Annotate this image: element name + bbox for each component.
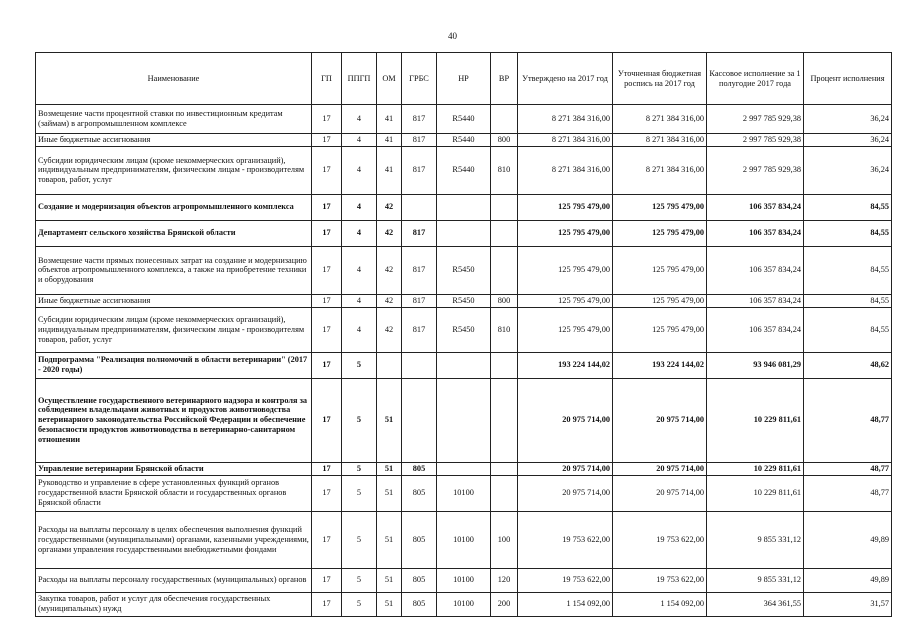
cell-ppgp: 4 xyxy=(342,294,377,307)
cell-gp: 17 xyxy=(312,246,342,294)
cell-name: Расходы на выплаты персоналу государственных (муниципальных) органов xyxy=(36,568,312,592)
cell-percent: 36,24 xyxy=(804,105,892,134)
cell-vr: 100 xyxy=(491,511,518,568)
cell-gp: 17 xyxy=(312,307,342,352)
cell-vr: 120 xyxy=(491,568,518,592)
cell-nr: R5450 xyxy=(437,307,491,352)
cell-nr: R5450 xyxy=(437,294,491,307)
cell-ppgp: 5 xyxy=(342,378,377,462)
table-row xyxy=(36,307,892,352)
cell-approved: 125 795 479,00 xyxy=(518,307,613,352)
cell-cash: 106 357 834,24 xyxy=(707,307,804,352)
cell-om: 41 xyxy=(377,105,402,134)
cell-ppgp: 5 xyxy=(342,475,377,511)
cell-vr xyxy=(491,352,518,378)
cell-om: 42 xyxy=(377,194,402,220)
cell-cash: 106 357 834,24 xyxy=(707,246,804,294)
cell-percent: 48,62 xyxy=(804,352,892,378)
cell-name: Департамент сельского хозяйства Брянской области xyxy=(36,220,312,246)
cell-name: Закупка товаров, работ и услуг для обеспечения государственных (муниципальных) нужд xyxy=(36,592,312,616)
cell-grbs: 817 xyxy=(402,134,437,147)
cell-vr xyxy=(491,194,518,220)
cell-percent: 84,55 xyxy=(804,194,892,220)
cell-ppgp: 4 xyxy=(342,307,377,352)
header-grbs: ГРБС xyxy=(402,53,437,105)
cell-gp: 17 xyxy=(312,462,342,475)
cell-name: Иные бюджетные ассигнования xyxy=(36,134,312,147)
cell-revised: 19 753 622,00 xyxy=(613,511,707,568)
cell-percent: 84,55 xyxy=(804,246,892,294)
header-approved: Утверждено на 2017 год xyxy=(518,53,613,105)
cell-nr: R5440 xyxy=(437,146,491,194)
cell-cash: 10 229 811,61 xyxy=(707,462,804,475)
table-row xyxy=(36,511,892,568)
cell-om: 42 xyxy=(377,307,402,352)
cell-nr: 10100 xyxy=(437,511,491,568)
cell-om: 41 xyxy=(377,134,402,147)
table-row xyxy=(36,568,892,592)
cell-name: Возмещение части прямых понесенных затрат на создание и модернизацию объектов агропромышленного комплекса, а также на приобретение техники и оборудования xyxy=(36,246,312,294)
cell-revised: 19 753 622,00 xyxy=(613,568,707,592)
cell-name: Субсидии юридическим лицам (кроме некоммерческих организаций), индивидуальным предпринимателям, физическим лицам - производителям товаров, работ, услуг xyxy=(36,307,312,352)
cell-nr: R5450 xyxy=(437,246,491,294)
cell-grbs: 817 xyxy=(402,294,437,307)
cell-cash: 10 229 811,61 xyxy=(707,378,804,462)
cell-percent: 49,89 xyxy=(804,511,892,568)
cell-ppgp: 5 xyxy=(342,568,377,592)
table-row xyxy=(36,592,892,616)
cell-vr xyxy=(491,105,518,134)
cell-ppgp: 5 xyxy=(342,511,377,568)
cell-gp: 17 xyxy=(312,220,342,246)
header-row xyxy=(36,53,892,105)
cell-percent: 49,89 xyxy=(804,568,892,592)
cell-revised: 125 795 479,00 xyxy=(613,307,707,352)
cell-name: Создание и модернизация объектов агропромышленного комплекса xyxy=(36,194,312,220)
cell-gp: 17 xyxy=(312,511,342,568)
table-row xyxy=(36,220,892,246)
cell-grbs: 817 xyxy=(402,307,437,352)
header-revised: Уточненная бюджетная роспись на 2017 год xyxy=(613,53,707,105)
cell-ppgp: 5 xyxy=(342,352,377,378)
cell-vr xyxy=(491,220,518,246)
table-row xyxy=(36,352,892,378)
cell-cash: 9 855 331,12 xyxy=(707,511,804,568)
cell-revised: 8 271 384 316,00 xyxy=(613,105,707,134)
cell-nr xyxy=(437,378,491,462)
table-row xyxy=(36,378,892,462)
cell-gp: 17 xyxy=(312,294,342,307)
cell-nr xyxy=(437,220,491,246)
cell-name: Управление ветеринарии Брянской области xyxy=(36,462,312,475)
header-name: Наименование xyxy=(36,53,312,105)
cell-revised: 125 795 479,00 xyxy=(613,246,707,294)
table-row xyxy=(36,194,892,220)
cell-nr xyxy=(437,194,491,220)
cell-approved: 125 795 479,00 xyxy=(518,294,613,307)
cell-revised: 125 795 479,00 xyxy=(613,194,707,220)
cell-name: Руководство и управление в сфере установленных функций органов государственной власти Брянской области и государственных органов Брянской области xyxy=(36,475,312,511)
cell-om: 42 xyxy=(377,220,402,246)
cell-nr: 10100 xyxy=(437,592,491,616)
cell-grbs: 805 xyxy=(402,568,437,592)
cell-vr xyxy=(491,475,518,511)
cell-gp: 17 xyxy=(312,378,342,462)
cell-om: 51 xyxy=(377,511,402,568)
cell-approved: 19 753 622,00 xyxy=(518,568,613,592)
cell-gp: 17 xyxy=(312,352,342,378)
cell-approved: 8 271 384 316,00 xyxy=(518,146,613,194)
cell-grbs xyxy=(402,378,437,462)
cell-approved: 125 795 479,00 xyxy=(518,220,613,246)
cell-grbs: 817 xyxy=(402,105,437,134)
cell-grbs: 817 xyxy=(402,146,437,194)
cell-name: Субсидии юридическим лицам (кроме некоммерческих организаций), индивидуальным предпринимателям, физическим лицам - производителям товаров, работ, услуг xyxy=(36,146,312,194)
cell-cash: 106 357 834,24 xyxy=(707,220,804,246)
cell-om: 51 xyxy=(377,475,402,511)
cell-percent: 36,24 xyxy=(804,146,892,194)
cell-ppgp: 4 xyxy=(342,105,377,134)
cell-grbs: 805 xyxy=(402,475,437,511)
table-row xyxy=(36,246,892,294)
cell-ppgp: 5 xyxy=(342,592,377,616)
table-row xyxy=(36,294,892,307)
table-row xyxy=(36,105,892,134)
cell-cash: 2 997 785 929,38 xyxy=(707,105,804,134)
cell-cash: 106 357 834,24 xyxy=(707,194,804,220)
cell-revised: 125 795 479,00 xyxy=(613,294,707,307)
cell-ppgp: 4 xyxy=(342,134,377,147)
cell-percent: 31,57 xyxy=(804,592,892,616)
cell-grbs: 805 xyxy=(402,511,437,568)
cell-om: 51 xyxy=(377,568,402,592)
table-row xyxy=(36,462,892,475)
cell-cash: 9 855 331,12 xyxy=(707,568,804,592)
cell-approved: 1 154 092,00 xyxy=(518,592,613,616)
cell-grbs: 817 xyxy=(402,246,437,294)
cell-vr xyxy=(491,246,518,294)
cell-nr xyxy=(437,352,491,378)
header-om: ОМ xyxy=(377,53,402,105)
cell-cash: 364 361,55 xyxy=(707,592,804,616)
header-cash: Кассовое исполнение за 1 полугодие 2017 года xyxy=(707,53,804,105)
cell-ppgp: 4 xyxy=(342,146,377,194)
table-row xyxy=(36,475,892,511)
cell-grbs xyxy=(402,352,437,378)
table-row xyxy=(36,146,892,194)
cell-approved: 20 975 714,00 xyxy=(518,475,613,511)
cell-gp: 17 xyxy=(312,134,342,147)
cell-approved: 125 795 479,00 xyxy=(518,194,613,220)
cell-approved: 8 271 384 316,00 xyxy=(518,134,613,147)
cell-name: Подпрограмма "Реализация полномочий в области ветеринарии" (2017 - 2020 годы) xyxy=(36,352,312,378)
cell-om: 41 xyxy=(377,146,402,194)
cell-revised: 20 975 714,00 xyxy=(613,462,707,475)
cell-name: Расходы на выплаты персоналу в целях обеспечения выполнения функций государственными (муниципальными) органами, казенными учреждениями, органами управления государственными внебюджетными фондами xyxy=(36,511,312,568)
cell-gp: 17 xyxy=(312,146,342,194)
cell-revised: 8 271 384 316,00 xyxy=(613,134,707,147)
cell-cash: 2 997 785 929,38 xyxy=(707,134,804,147)
cell-om: 51 xyxy=(377,592,402,616)
cell-grbs: 805 xyxy=(402,462,437,475)
cell-revised: 20 975 714,00 xyxy=(613,475,707,511)
cell-approved: 193 224 144,02 xyxy=(518,352,613,378)
header-percent: Процент исполнения xyxy=(804,53,892,105)
cell-om: 51 xyxy=(377,378,402,462)
cell-vr: 800 xyxy=(491,294,518,307)
cell-vr: 800 xyxy=(491,134,518,147)
cell-grbs: 817 xyxy=(402,220,437,246)
budget-table xyxy=(35,52,892,617)
cell-percent: 48,77 xyxy=(804,462,892,475)
cell-vr xyxy=(491,462,518,475)
cell-cash: 106 357 834,24 xyxy=(707,294,804,307)
header-gp: ГП xyxy=(312,53,342,105)
cell-approved: 8 271 384 316,00 xyxy=(518,105,613,134)
cell-percent: 36,24 xyxy=(804,134,892,147)
cell-om: 42 xyxy=(377,294,402,307)
cell-gp: 17 xyxy=(312,105,342,134)
cell-gp: 17 xyxy=(312,568,342,592)
cell-nr: 10100 xyxy=(437,475,491,511)
cell-gp: 17 xyxy=(312,475,342,511)
cell-revised: 8 271 384 316,00 xyxy=(613,146,707,194)
cell-percent: 48,77 xyxy=(804,378,892,462)
cell-om: 51 xyxy=(377,462,402,475)
cell-revised: 125 795 479,00 xyxy=(613,220,707,246)
cell-name: Иные бюджетные ассигнования xyxy=(36,294,312,307)
cell-om: 42 xyxy=(377,246,402,294)
cell-cash: 10 229 811,61 xyxy=(707,475,804,511)
cell-cash: 93 946 081,29 xyxy=(707,352,804,378)
cell-percent: 48,77 xyxy=(804,475,892,511)
cell-nr: R5440 xyxy=(437,105,491,134)
cell-percent: 84,55 xyxy=(804,307,892,352)
cell-om xyxy=(377,352,402,378)
cell-ppgp: 4 xyxy=(342,220,377,246)
cell-grbs xyxy=(402,194,437,220)
cell-revised: 193 224 144,02 xyxy=(613,352,707,378)
cell-cash: 2 997 785 929,38 xyxy=(707,146,804,194)
cell-ppgp: 5 xyxy=(342,462,377,475)
cell-vr: 200 xyxy=(491,592,518,616)
cell-approved: 20 975 714,00 xyxy=(518,462,613,475)
cell-vr: 810 xyxy=(491,146,518,194)
header-ppgp: ППГП xyxy=(342,53,377,105)
cell-grbs: 805 xyxy=(402,592,437,616)
cell-nr: 10100 xyxy=(437,568,491,592)
header-vr: ВР xyxy=(491,53,518,105)
cell-vr xyxy=(491,378,518,462)
cell-approved: 19 753 622,00 xyxy=(518,511,613,568)
cell-name: Возмещение части процентной ставки по инвестиционным кредитам (займам) в агропромышленном комплексе xyxy=(36,105,312,134)
cell-gp: 17 xyxy=(312,592,342,616)
cell-nr: R5440 xyxy=(437,134,491,147)
table-row xyxy=(36,134,892,147)
cell-ppgp: 4 xyxy=(342,246,377,294)
header-nr: НР xyxy=(437,53,491,105)
cell-nr xyxy=(437,462,491,475)
cell-revised: 20 975 714,00 xyxy=(613,378,707,462)
cell-approved: 125 795 479,00 xyxy=(518,246,613,294)
cell-gp: 17 xyxy=(312,194,342,220)
cell-revised: 1 154 092,00 xyxy=(613,592,707,616)
cell-name: Осуществление государственного ветеринарного надзора и контроля за соблюдением владельцами животных и продуктов животноводства ветеринарного законодательства Российской Федерации и обеспечение безопасности продуктов животноводства в ветеринарно-санитарном отношении xyxy=(36,378,312,462)
cell-approved: 20 975 714,00 xyxy=(518,378,613,462)
page-number: 40 xyxy=(448,31,457,41)
cell-percent: 84,55 xyxy=(804,294,892,307)
cell-percent: 84,55 xyxy=(804,220,892,246)
cell-ppgp: 4 xyxy=(342,194,377,220)
cell-vr: 810 xyxy=(491,307,518,352)
